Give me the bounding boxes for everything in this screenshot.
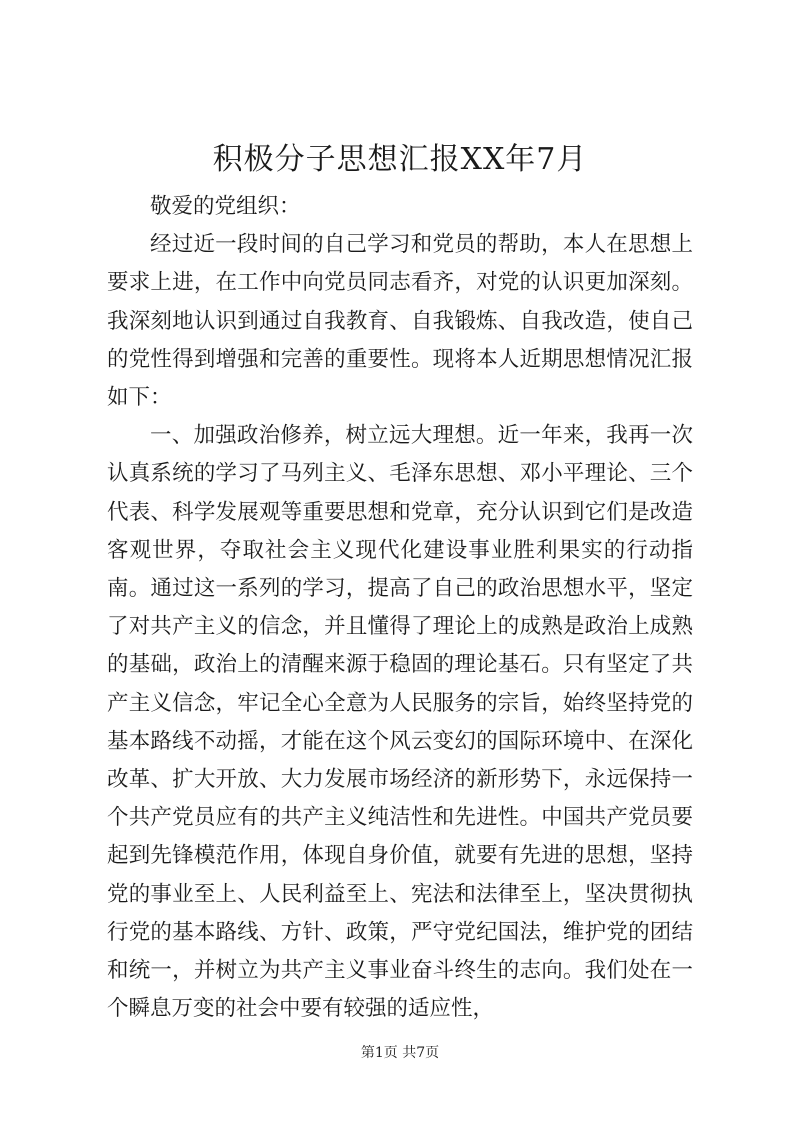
paragraph-section-one: 一、加强政治修养，树立远大理想。近一年来，我再一次认真系统的学习了马列主义、毛泽东思想、邓小平理论、三个代表、科学发展观等重要思想和党章，充分认识到它们是改造客观世界，夺取社会主义现代化建设事业胜利果实的行动指南。通过这一系列的学习，提高了自己的政治思想水平，坚定了对共产主义的信念，并且懂得了理论上的成熟是政治上成熟的基础，政治上的清醒来源于稳固的理论基石。只有坚定了共产主义信念，牢记全心全意为人民服务的宗旨，始终坚持党的基本路线不动摇，才能在这个风云变幻的国际环境中、在深化改革、扩大开放、大力发展市场经济的新形势下，永远保持一个共产党员应有的共产主义纯洁性和先进性。中国共产党员要起到先锋模范作用，体现自身价值，就要有先进的思想，坚持党的事业至上、人民利益至上、宪法和法律至上，坚决贯彻执行党的基本路线、方针、政策，严守党纪国法，维护党的团结和统一，并树立为共产主义事业奋斗终生的志向。我们处在一个瞬息万变的社会中要有较强的适应性， [107,423,693,1022]
page-number-footer: 第1页 共7页 [360,1045,440,1061]
document-body [107,188,693,1028]
document-title: 积极分子思想汇报XX年7月 [212,142,588,177]
salutation: 敬爱的党组织： [150,194,301,219]
paragraph-intro: 经过近一段时间的自己学习和党员的帮助，本人在思想上要求上进，在工作中向党员同志看齐，对党的认识更加深刻。我深刻地认识到通过自我教育、自我锻炼、自我改造，使自己的党性得到增强和完善的重要性。现将本人近期思想情况汇报如下： [107,232,693,411]
